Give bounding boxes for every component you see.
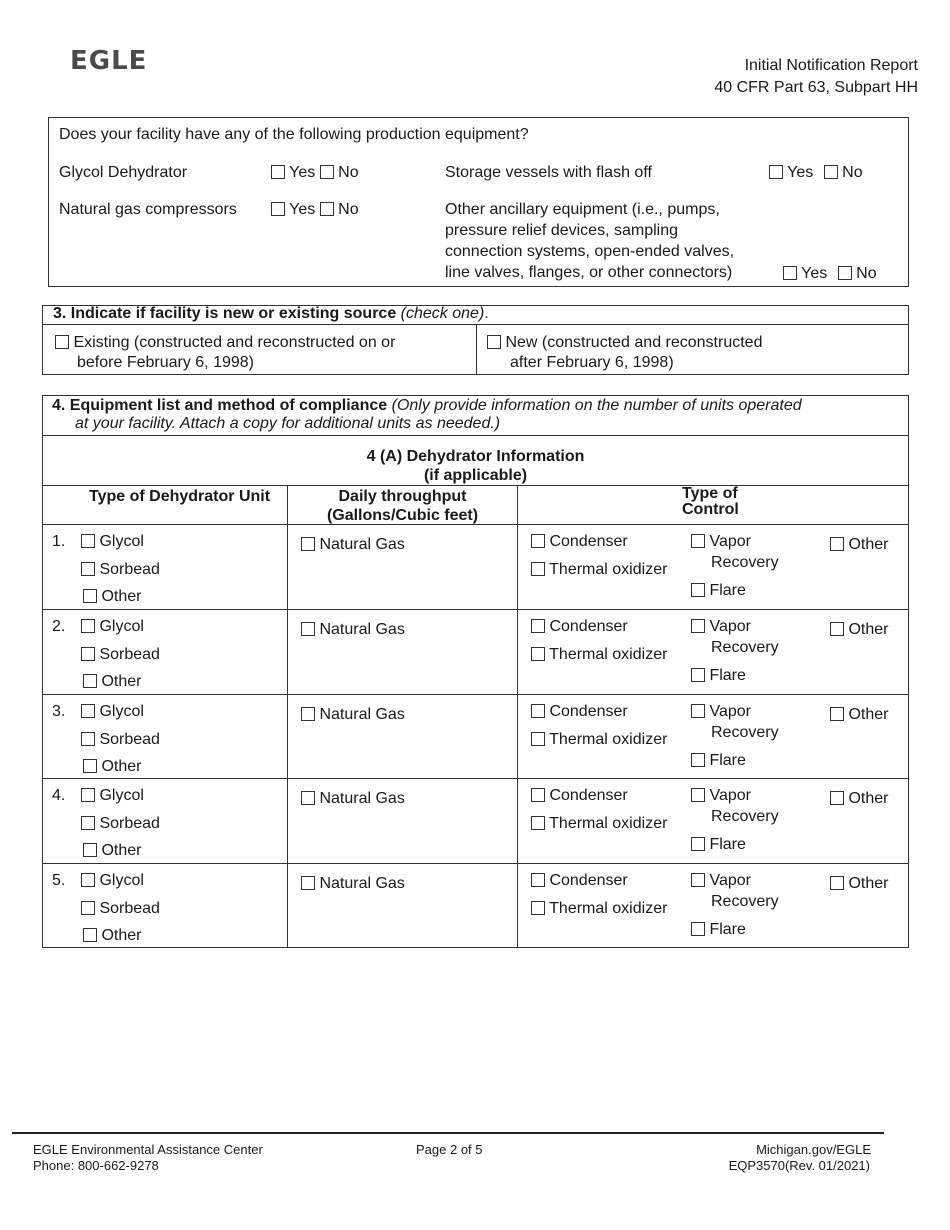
row-1-type-other-option	[83, 587, 141, 607]
row-2-control-other-checkbox[interactable]	[830, 622, 844, 636]
row-4-thermal-oxidizer-checkbox[interactable]	[531, 816, 545, 830]
dehydrator-info-title: 4 (A) Dehydrator Information	[366, 448, 585, 465]
row-1-flare-option	[691, 581, 746, 601]
row-4-divider	[42, 778, 909, 779]
row-5-vapor-recovery-option	[691, 871, 751, 891]
row-5-divider	[42, 863, 909, 864]
row-1-thermal-oxidizer-label: Thermal oxidizer	[549, 561, 668, 578]
no-label: No	[338, 201, 359, 218]
footer-form-id: EQP3570(Rev. 01/2021)	[728, 1158, 870, 1173]
header-divider	[42, 524, 909, 525]
row-3-condenser-label: Condenser	[549, 702, 628, 720]
row-2-type-other-label: Other	[101, 672, 142, 690]
row-1-condenser-checkbox[interactable]	[531, 534, 545, 548]
row-1-control-other-checkbox[interactable]	[830, 537, 844, 551]
row-2-sorbead-label: Sorbead	[99, 645, 160, 663]
row-5-thermal-oxidizer-label: Thermal oxidizer	[549, 900, 668, 918]
row-4-control-other-checkbox[interactable]	[830, 791, 844, 805]
row-2-recovery-label: Recovery	[711, 638, 779, 656]
other-ancillary-line-4: line valves, flanges, or other connectors)	[445, 264, 733, 281]
row-4-natural-gas-checkbox[interactable]	[301, 791, 315, 805]
row-3-glycol-option	[81, 702, 144, 722]
footer-phone: Phone: 800-662-9278	[33, 1158, 159, 1173]
row-3-vapor-recovery-checkbox[interactable]	[691, 704, 705, 718]
row-3-control-other-checkbox[interactable]	[830, 707, 844, 721]
row-2-type-other-option	[83, 672, 141, 692]
row-2-control-other-label: Other	[848, 620, 889, 638]
row-2-sorbead-checkbox[interactable]	[81, 647, 95, 661]
row-5-natural-gas-option	[301, 874, 405, 894]
row-2-glycol-checkbox[interactable]	[81, 619, 95, 633]
row-2-condenser-checkbox[interactable]	[531, 619, 545, 633]
row-4-type-other-checkbox[interactable]	[83, 843, 97, 857]
row-4-condenser-option	[531, 786, 628, 806]
section4-title-divider	[42, 435, 909, 436]
glycol-dehydrator-label: Glycol Dehydrator	[59, 164, 188, 181]
row-2-type-other-checkbox[interactable]	[83, 674, 97, 688]
row-4-flare-checkbox[interactable]	[691, 837, 705, 851]
row-5-thermal-oxidizer-option	[531, 899, 667, 919]
row-4-sorbead-checkbox[interactable]	[81, 816, 95, 830]
row-4-flare-option	[691, 835, 746, 855]
row-5-glycol-checkbox[interactable]	[81, 873, 95, 887]
row-1-sorbead-label: Sorbead	[99, 561, 160, 578]
row-5-natural-gas-label: Natural Gas	[319, 875, 405, 893]
row-3-sorbead-option	[81, 730, 160, 750]
row-3-control-other-option	[830, 705, 888, 725]
row-5-flare-label: Flare	[709, 921, 746, 939]
footer-org: EGLE Environmental Assistance Center	[33, 1142, 263, 1157]
row-5-recovery-label: Recovery	[711, 893, 779, 911]
glycol-dehydrator-no-checkbox[interactable]	[320, 165, 334, 179]
row-1-condenser-label: Condenser	[549, 533, 628, 550]
no-label: No	[842, 164, 863, 181]
row-5-control-other-label: Other	[848, 875, 889, 893]
row-4-natural-gas-label: Natural Gas	[319, 790, 405, 808]
row-5-thermal-oxidizer-checkbox[interactable]	[531, 901, 545, 915]
row-2-glycol-option	[81, 617, 144, 637]
glycol-dehydrator-yes-checkbox[interactable]	[271, 165, 285, 179]
existing-option	[55, 333, 395, 353]
row-3-number: 3.	[52, 702, 66, 720]
row-3-natural-gas-option	[301, 705, 405, 725]
row-1-glycol-checkbox[interactable]	[81, 534, 95, 548]
row-5-sorbead-label: Sorbead	[99, 900, 160, 918]
row-1-glycol-label: Glycol	[99, 533, 144, 550]
row-2-divider	[42, 609, 909, 610]
row-1-flare-label: Flare	[709, 582, 746, 599]
row-5-flare-checkbox[interactable]	[691, 922, 705, 936]
row-3-vapor-recovery-option	[691, 702, 751, 722]
compressors-options	[271, 200, 359, 220]
footer-website: Michigan.gov/EGLE	[756, 1142, 871, 1157]
row-5-natural-gas-checkbox[interactable]	[301, 876, 315, 890]
col-throughput-header-2: (Gallons/Cubic feet)	[326, 507, 479, 524]
row-4-vapor-recovery-option	[691, 786, 751, 806]
row-2-glycol-label: Glycol	[99, 617, 144, 635]
row-2-control-other-option	[830, 620, 888, 640]
row-5-type-other-checkbox[interactable]	[83, 928, 97, 942]
row-5-control-other-checkbox[interactable]	[830, 876, 844, 890]
existing-line-1: Existing (constructed and reconstructed on or	[73, 334, 396, 351]
other-ancillary-line-3: connection systems, open-ended valves,	[445, 243, 735, 260]
section3-column-divider	[476, 324, 477, 375]
row-1-natural-gas-label: Natural Gas	[319, 536, 405, 553]
row-5-vapor-recovery-checkbox[interactable]	[691, 873, 705, 887]
row-4-condenser-label: Condenser	[549, 787, 628, 805]
row-4-sorbead-label: Sorbead	[99, 815, 160, 833]
row-5-sorbead-checkbox[interactable]	[81, 901, 95, 915]
row-5-sorbead-option	[81, 899, 160, 919]
row-3-glycol-label: Glycol	[99, 702, 144, 720]
row-3-natural-gas-checkbox[interactable]	[301, 707, 315, 721]
row-4-flare-label: Flare	[709, 836, 746, 854]
row-3-divider	[42, 694, 909, 695]
section4-title: 4. Equipment list and method of compliance	[52, 397, 388, 414]
no-label: No	[338, 164, 359, 181]
other-ancillary-line-1: Other ancillary equipment (i.e., pumps,	[445, 201, 720, 218]
new-line-2: after February 6, 1998)	[510, 354, 674, 371]
row-5-condenser-label: Condenser	[549, 872, 628, 890]
row-5-vapor-recovery-label: Vapor	[709, 872, 751, 890]
row-3-control-other-label: Other	[848, 705, 889, 723]
row-4-recovery-label: Recovery	[711, 808, 779, 826]
row-2-flare-label: Flare	[709, 666, 746, 684]
glycol-dehydrator-options	[271, 163, 359, 183]
egle-logo: EGLE	[70, 46, 148, 76]
row-5-flare-option	[691, 920, 746, 940]
other-ancillary-line-2: pressure relief devices, sampling	[445, 222, 678, 239]
row-2-flare-option	[691, 666, 746, 686]
row-1-condenser-option	[531, 532, 628, 552]
row-1-vapor-recovery-option	[691, 532, 751, 552]
row-5-number: 5.	[52, 872, 66, 890]
yes-label: Yes	[289, 201, 316, 218]
row-3-vapor-recovery-label: Vapor	[709, 702, 751, 720]
row-2-vapor-recovery-option	[691, 617, 751, 637]
row-4-vapor-recovery-label: Vapor	[709, 787, 751, 805]
row-4-glycol-checkbox[interactable]	[81, 788, 95, 802]
row-2-natural-gas-label: Natural Gas	[319, 620, 405, 638]
row-4-type-other-option	[83, 841, 141, 861]
row-1-vapor-recovery-checkbox[interactable]	[691, 534, 705, 548]
row-3-sorbead-checkbox[interactable]	[81, 732, 95, 746]
row-1-sorbead-option	[81, 560, 160, 580]
column-divider-1	[287, 485, 288, 948]
no-label: No	[856, 265, 877, 282]
row-4-sorbead-option	[81, 814, 160, 834]
section3-title-text: 3. Indicate if facility is new or existing source	[53, 305, 397, 322]
row-3-type-other-label: Other	[101, 757, 142, 775]
row-3-recovery-label: Recovery	[711, 723, 779, 741]
row-2-condenser-label: Condenser	[549, 617, 628, 635]
row-3-condenser-option	[531, 702, 628, 722]
col-control-header-2: Control	[682, 501, 739, 518]
row-4-condenser-checkbox[interactable]	[531, 788, 545, 802]
section4-note-2: at your facility. Attach a copy for additional units as needed.)	[75, 415, 501, 432]
row-1-vapor-recovery-label: Vapor	[709, 533, 751, 550]
row-1-flare-checkbox[interactable]	[691, 583, 705, 597]
compressors-label: Natural gas compressors	[59, 201, 237, 218]
row-2-thermal-oxidizer-checkbox[interactable]	[531, 647, 545, 661]
other-ancillary-no-checkbox[interactable]	[838, 266, 852, 280]
row-3-natural-gas-label: Natural Gas	[319, 705, 405, 723]
new-option	[487, 333, 762, 353]
row-2-condenser-option	[531, 617, 628, 637]
existing-line-2: before February 6, 1998)	[77, 354, 254, 371]
other-ancillary-yes-checkbox[interactable]	[783, 266, 797, 280]
row-3-sorbead-label: Sorbead	[99, 730, 160, 748]
row-4-control-other-label: Other	[848, 790, 889, 808]
section3-title-note: (check one)	[400, 305, 485, 322]
row-1-control-other-option	[830, 535, 888, 555]
row-5-type-other-label: Other	[101, 927, 142, 945]
storage-vessels-options	[769, 163, 863, 183]
row-1-sorbead-checkbox[interactable]	[81, 562, 95, 576]
section4-note-1: (Only provide information on the number of units operated	[391, 397, 802, 414]
row-3-thermal-oxidizer-checkbox[interactable]	[531, 732, 545, 746]
row-2-natural-gas-option	[301, 620, 405, 640]
row-3-thermal-oxidizer-option	[531, 730, 667, 750]
section3-title-end: .	[484, 305, 489, 322]
row-5-control-other-option	[830, 874, 888, 894]
row-4-natural-gas-option	[301, 789, 405, 809]
yes-label: Yes	[289, 164, 316, 181]
row-1-number: 1.	[52, 533, 66, 550]
storage-vessels-yes-checkbox[interactable]	[769, 165, 783, 179]
row-2-number: 2.	[52, 617, 66, 635]
yes-label: Yes	[787, 164, 814, 181]
row-4-glycol-label: Glycol	[99, 787, 144, 805]
row-5-glycol-label: Glycol	[99, 872, 144, 890]
row-5-glycol-option	[81, 871, 144, 891]
row-2-thermal-oxidizer-label: Thermal oxidizer	[549, 645, 668, 663]
row-1-control-other-label: Other	[848, 536, 889, 553]
report-title: Initial Notification Report	[744, 57, 918, 74]
row-5-condenser-checkbox[interactable]	[531, 873, 545, 887]
column-divider-2	[517, 485, 518, 948]
row-3-flare-label: Flare	[709, 751, 746, 769]
storage-vessels-label: Storage vessels with flash off	[445, 164, 652, 181]
col-control-header-1: Type of	[682, 485, 738, 502]
row-4-thermal-oxidizer-label: Thermal oxidizer	[549, 815, 668, 833]
existing-source-checkbox[interactable]	[55, 335, 69, 349]
row-4-number: 4.	[52, 787, 66, 805]
row-2-vapor-recovery-label: Vapor	[709, 617, 751, 635]
row-4-glycol-option	[81, 786, 144, 806]
row-1-thermal-oxidizer-option	[531, 560, 667, 580]
row-5-condenser-option	[531, 871, 628, 891]
compressors-yes-checkbox[interactable]	[271, 202, 285, 216]
new-source-checkbox[interactable]	[487, 335, 501, 349]
row-1-glycol-option	[81, 532, 144, 552]
row-3-type-other-checkbox[interactable]	[83, 759, 97, 773]
row-2-vapor-recovery-checkbox[interactable]	[691, 619, 705, 633]
row-4-type-other-label: Other	[101, 842, 142, 860]
row-3-flare-option	[691, 751, 746, 771]
row-2-sorbead-option	[81, 645, 160, 665]
row-4-control-other-option	[830, 789, 888, 809]
row-5-type-other-option	[83, 926, 141, 946]
col-type-header: Type of Dehydrator Unit	[89, 488, 271, 505]
storage-vessels-no-checkbox[interactable]	[824, 165, 838, 179]
report-subtitle: 40 CFR Part 63, Subpart HH	[714, 79, 918, 96]
footer-page: Page 2 of 5	[416, 1142, 483, 1157]
section3-title	[53, 304, 489, 324]
row-3-thermal-oxidizer-label: Thermal oxidizer	[549, 730, 668, 748]
row-1-recovery-label: Recovery	[711, 554, 779, 571]
row-2-flare-checkbox[interactable]	[691, 668, 705, 682]
row-3-condenser-checkbox[interactable]	[531, 704, 545, 718]
new-line-1: New (constructed and reconstructed	[505, 334, 763, 351]
row-2-natural-gas-checkbox[interactable]	[301, 622, 315, 636]
footer-rule	[12, 1132, 884, 1134]
yes-label: Yes	[801, 265, 828, 282]
section4-title-line-1	[52, 396, 802, 416]
col-throughput-header-1: Daily throughput	[338, 488, 467, 505]
row-3-type-other-option	[83, 757, 141, 777]
row-4-thermal-oxidizer-option	[531, 814, 667, 834]
row-1-thermal-oxidizer-checkbox[interactable]	[531, 562, 545, 576]
row-1-natural-gas-checkbox[interactable]	[301, 537, 315, 551]
dehydrator-info-subtitle: (if applicable)	[423, 467, 528, 484]
row-2-thermal-oxidizer-option	[531, 645, 667, 665]
production-equipment-question: Does your facility have any of the following production equipment?	[59, 126, 529, 143]
other-ancillary-options	[783, 264, 877, 284]
subtitle-divider	[42, 485, 909, 486]
row-1-type-other-label: Other	[101, 588, 142, 605]
compressors-no-checkbox[interactable]	[320, 202, 334, 216]
row-3-glycol-checkbox[interactable]	[81, 704, 95, 718]
row-1-type-other-checkbox[interactable]	[83, 589, 97, 603]
row-4-vapor-recovery-checkbox[interactable]	[691, 788, 705, 802]
row-1-natural-gas-option	[301, 535, 405, 555]
row-3-flare-checkbox[interactable]	[691, 753, 705, 767]
